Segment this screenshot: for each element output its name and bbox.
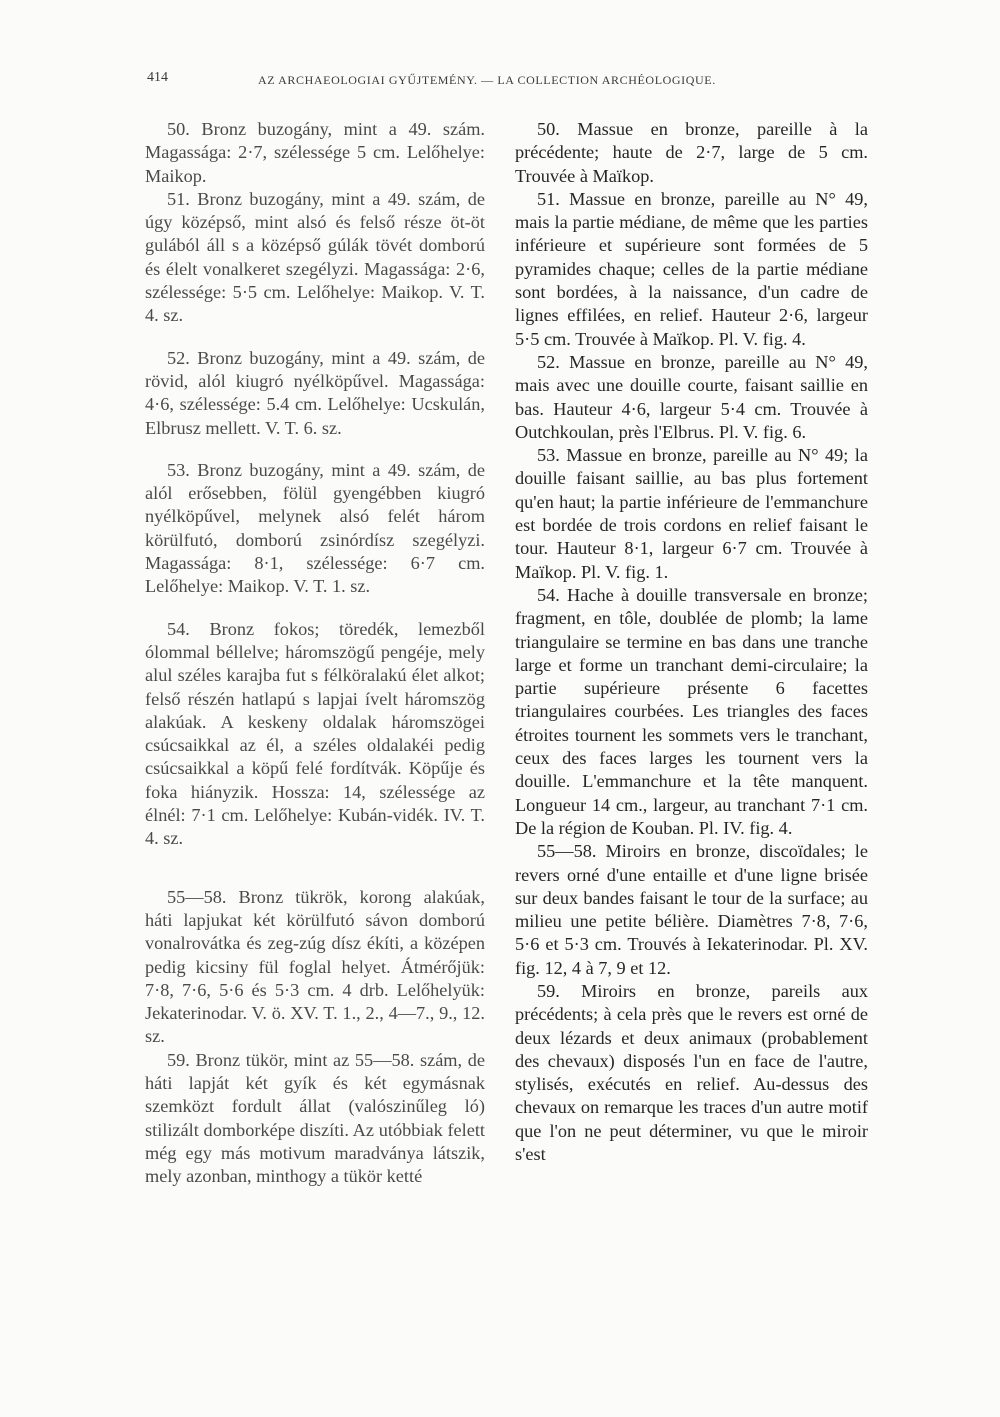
hungarian-column (145, 118, 485, 1188)
entry-54-hu: 54. Bronz fokos; töredék, lemezből ólommal béllelve; háromszögű pengéje, mely alul széles karajba fut s félköralakú élet alkot; felső részén hatlapú s lapjai ívelt háromszög alakúak. A keskeny oldalak háromszögei csúcsaikkal az él, a széles oldalakéi pedig csúcsaikkal a köpű felé fordítvák. Köpűje és foka hiányzik. Hossza: 14, szélessége az élnél: 7·1 cm. Lelőhelye: Kubán-vidék. IV. T. 4. sz. (145, 618, 485, 849)
entry-55-58-hu: 55—58. Bronz tükrök, korong alakúak, háti lapjukat két körülfutó sávon domború vonalrovátka és zeg-zúg dísz ékíti, a középen pedig kicsiny fül foglal helyet. Átmérőjük: 7·8, 7·6, 5·6 és 5·3 cm. 4 drb. Lelőhelyük: Jekaterinodar. V. ö. XV. T. 1., 2., 4—7., 9., 12. sz. (145, 886, 485, 1047)
entry-55-58-fr: 55—58. Miroirs en bronze, discoïdales; le revers orné d'une entaille et d'une ligne brisée sur deux bandes faisant le tour de la surface; au milieu une petite bélière. Diamètres 7·8, 7·6, 5·6 et 5·3 cm. Trouvés à Iekaterinodar. Pl. XV. fig. 12, 4 à 7, 9 et 12. (515, 841, 868, 978)
running-title: AZ ARCHAEOLOGIAI GYŰJTEMÉNY. — LA COLLECTION ARCHÉOLOGIQUE. (258, 73, 716, 87)
entry-59-fr: 59. Miroirs en bronze, pareils aux précédents; à cela près que le revers est orné de deux lézards et deux animaux (probablement des chevaux) disposés l'un en face de l'autre, stylisés, exécutés en relief. Au-dessus des chevaux on remarque les traces d'un autre motif que l'on ne peut déterminer, vu que le miroir s'est (515, 980, 868, 1165)
entry-54-fr: 54. Hache à douille transversale en bronze; fragment, en tôle, doublée de plomb; la lame triangulaire se termine en bas dans une tranche large et forme un tranchant demi-circulaire; la partie supérieure présente 6 facettes triangulaires courbées. Les triangles des faces étroites tournent les sommets vers le tranchant, ceux des faces larges les tournent vers la douille. L'emmanchure et la tête manquent. Longueur 14 cm., largeur, au tranchant 7·1 cm. De la région de Kouban. Pl. IV. fig. 4. (515, 584, 868, 838)
entry-52-hu: 52. Bronz buzogány, mint a 49. szám, de rövid, alól kiugró nyélköpűvel. Magassága: 4·6, szélessége: 5.4 cm. Lelőhelye: Ucskulán, Elbrusz mellett. V. T. 6. sz. (145, 347, 485, 438)
entry-50-fr: 50. Massue en bronze, pareille à la précédente; haute de 2·7, large de 5 cm. Trouvée à Maïkop. (515, 119, 868, 186)
page-number: 414 (147, 70, 168, 85)
entry-53-hu: 53. Bronz buzogány, mint a 49. szám, de alól erősebben, fölül gyengébben kiugró nyélköpűvel, melynek alsó felét három körülfutó, domború zsinórdísz szegélyzi. Magassága: 8·1, szélessége: 6·7 cm. Lelőhelye: Maikop. V. T. 1. sz. (145, 459, 485, 597)
entry-52-fr: 52. Massue en bronze, pareille au N° 49, mais avec une douille courte, faisant saillie en bas. Hauteur 4·6, largeur 5·4 cm. Trouvée à Outchkoulan, près l'Elbrus. Pl. V. fig. 6. (515, 351, 868, 442)
entry-50-hu: 50. Bronz buzogány, mint a 49. szám. Magassága: 2·7, szélessége 5 cm. Lelőhelye: Maikop. (145, 119, 485, 186)
entry-59-hu: 59. Bronz tükör, mint az 55—58. szám, de háti lapját két gyík és két egymásnak szemközt fordult állat (valószinűleg ló) stilizált domborképe diszíti. Az utóbbiak felett még egy más motivum maradványa látszik, mely azonban, minthogy a tükör ketté (145, 1049, 485, 1187)
entry-53-fr: 53. Massue en bronze, pareille au N° 49; la douille faisant saillie, au bas plus fortement qu'en haut; la partie inférieure de l'emmanchure est bordée de trois cordons en relief faisant le tour. Hauteur 8·1, largeur 6·7 cm. Trouvée à Maïkop. Pl. V. fig. 1. (515, 445, 868, 582)
french-column (515, 118, 868, 1166)
entry-51-fr: 51. Massue en bronze, pareille au N° 49, mais la partie médiane, de même que les parties inférieure et supérieure sont formées de 5 pyramides chaque; celles de la partie médiane sont bordées, à la naissance, d'un cadre de lignes effilées, en relief. Hauteur 2·6, largeur 5·5 cm. Trouvée à Maïkop. Pl. V. fig. 4. (515, 188, 868, 349)
entry-51-hu: 51. Bronz buzogány, mint a 49. szám, de úgy középső, mint alsó és felső része öt-öt gulából áll s a középső gúlák tövét domború és élelt vonalkeret szegélyzi. Magassága: 2·6, szélessége: 5·5 cm. Lelőhelye: Maikop. V. T. 4. sz. (145, 188, 485, 326)
